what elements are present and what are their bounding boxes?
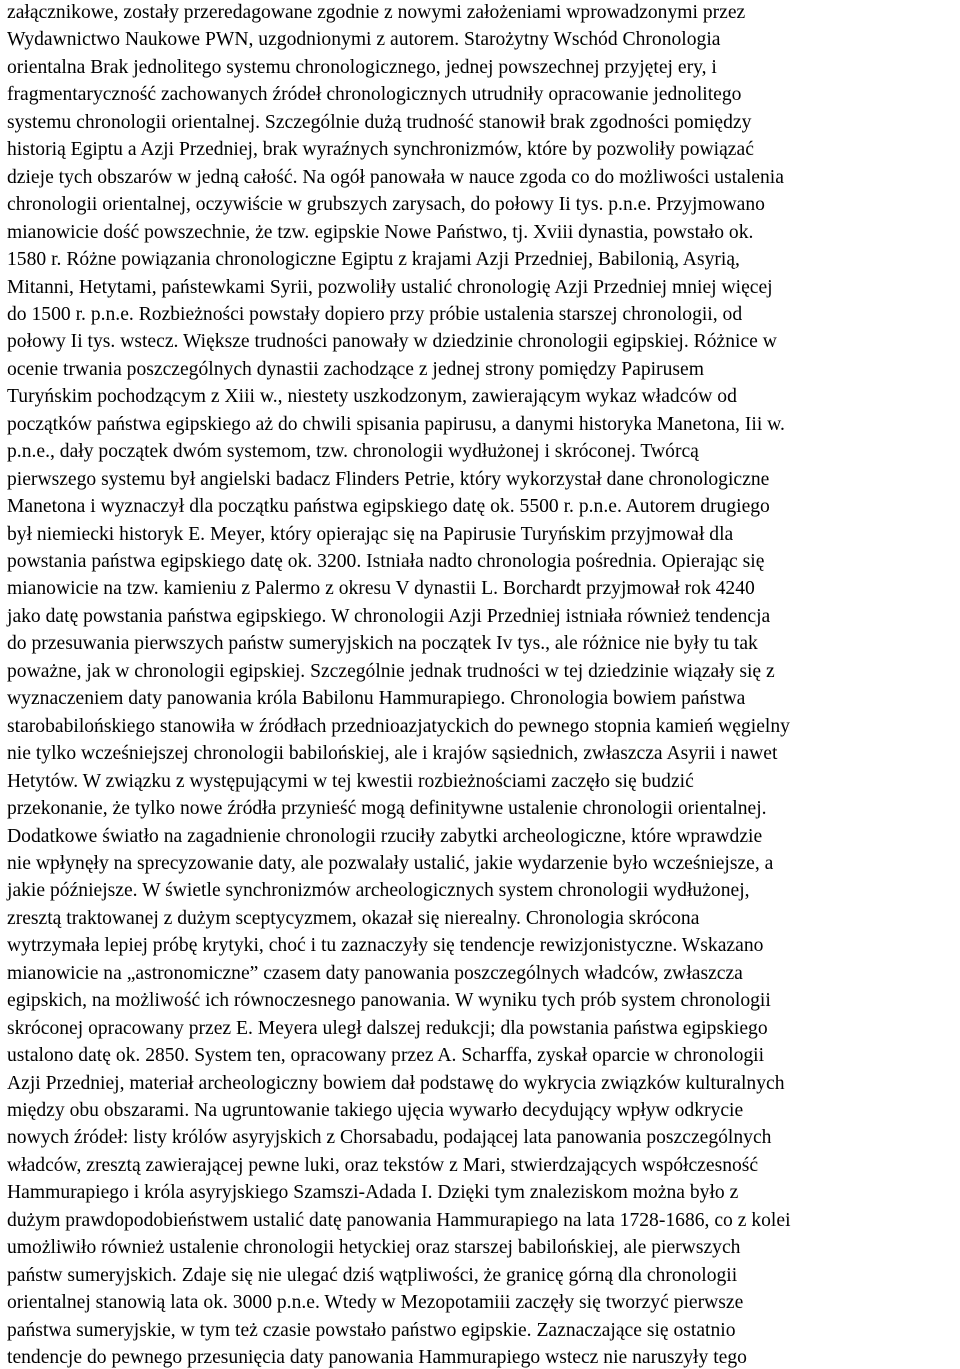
text-line: Manetona i wyznaczył dla początku państwa egipskiego datę ok. 5500 r. p.n.e. Autorem drugiego <box>7 496 770 518</box>
text-line: jakie późniejsze. W świetle synchronizmów archeologicznych system chronologii wydłużonej, <box>7 880 750 902</box>
text-line: połowy Ii tys. wstecz. Większe trudności panowały w dziedzinie chronologii egipskiej. Różnice w <box>7 331 777 353</box>
text-line: załącznikowe, zostały przeredagowane zgodnie z nowymi założeniami wprowadzonymi przez <box>7 2 746 23</box>
text-line: nowych źródeł: listy królów asyryjskich z Chorsabadu, podającej lata panowania poszczególnych <box>7 1127 772 1149</box>
text-line: Mitanni, Hetytami, państewkami Syrii, pozwoliły ustalić chronologię Azji Przedniej mniej więcej <box>7 276 773 298</box>
text-line: przekonanie, że tylko nowe źródła przynieść mogą definitywne ustalenie chronologii orientalnej. <box>7 798 767 820</box>
text-line: zresztą traktowanej z dużym sceptycyzmem, okazał się nierealny. Chronologia skrócona <box>7 907 700 929</box>
text-line: Azji Przedniej, materiał archeologiczny bowiem dał podstawę do wykrycia związków kulturalnych <box>7 1072 785 1094</box>
text-line: umożliwiło również ustalenie chronologii hetyckiej oraz starszej babilońskiej, ale pierwszych <box>7 1237 741 1259</box>
text-line: nie wpłynęły na sprecyzowanie daty, ale pozwalały ustalić, jakie wydarzenie było wcześniejsze, a <box>7 852 774 874</box>
text-line: tendencje do pewnego przesunięcia daty panowania Hammurapiego wstecz nie naruszyły tego <box>7 1347 747 1369</box>
text-line: ustalono datę ok. 2850. System ten, opracowany przez A. Scharffa, zyskał oparcie w chronologii <box>7 1045 765 1067</box>
text-line: jako datę powstania państwa egipskiego. W chronologii Azji Przedniej istniała również tendencja <box>7 605 771 627</box>
text-line: poważne, jak w chronologii egipskiej. Szczególnie jednak trudności w tej dziedzinie wiązały się z <box>7 660 775 682</box>
text-line: państwa sumeryjskie, w tym też czasie powstało państwo egipskie. Zaznaczające się ostatnio <box>7 1319 736 1341</box>
text-line: państw sumeryjskich. Zdaje się nie ulegać dziś wątpliwości, że granicę górną dla chronologii <box>7 1264 738 1286</box>
text-line: p.n.e., dały początek dwóm systemom, tzw. chronologii wydłużonej i skróconej. Twórcą <box>7 441 699 463</box>
text-line: Wydawnictwo Naukowe PWN, uzgodnionymi z autorem. Starożytny Wschód Chronologia <box>7 29 721 51</box>
text-line: orientalna Brak jednolitego systemu chronologicznego, jednej powszechnej przyjętej ery, i <box>7 56 717 78</box>
text-line: Turyńskim pochodzącym z Xiii w., niestety uszkodzonym, zawierającym wykaz władców od <box>7 386 737 408</box>
text-line: skróconej opracowany przez E. Meyera uległ dalszej redukcji; dla powstania państwa egipskiego <box>7 1017 768 1039</box>
text-line: Dodatkowe światło na zagadnienie chronologii rzuciły zabytki archeologiczne, które wprawdzie <box>7 825 763 847</box>
text-line: między obu obszarami. Na ugruntowanie takiego ujęcia wywarło decydujący wpływ odkrycie <box>7 1100 744 1121</box>
text-line: dzieje tych obszarów w jedną całość. Na ogół panowała w nauce zgoda co do możliwości ustalenia <box>7 166 784 188</box>
text-line: był niemiecki historyk E. Meyer, który opierając się na Papirusie Turyńskim przyjmował dla <box>7 523 734 545</box>
text-line: fragmentaryczność zachowanych źródeł chronologicznych utrudniły opracowanie jednolitego <box>7 84 742 106</box>
text-line: wytrzymała lepiej próbę krytyki, choć i tu zaznaczyły się tendencje rewizjonistyczne. Wskazano <box>7 935 764 957</box>
text-line: powstania państwa egipskiego datę ok. 3200. Istniała nadto chronologia pośrednia. Opierając się <box>7 551 765 572</box>
text-line: wyznaczeniem daty panowania króla Babilonu Hammurapiego. Chronologia bowiem państwa <box>7 688 746 710</box>
text-line: nie tylko wcześniejszej chronologii babilońskiej, ale i krajów sąsiednich, zwłaszcza Asyrii i nawet <box>7 743 778 765</box>
text-line: orientalnej stanowią lata ok. 3000 p.n.e. Wtedy w Mezopotamiii zaczęły się tworzyć pierwsze <box>7 1292 744 1314</box>
text-line: do przesuwania pierwszych państw sumeryjskich na początek Iv tys., ale różnice nie były tu tak <box>7 633 758 655</box>
text-line: dużym prawdopodobieństwem ustalić datę panowania Hammurapiego na lata 1728-1686, co z kolei <box>7 1209 791 1231</box>
text-line: pierwszego systemu był angielski badacz Flinders Petrie, który wykorzystał dane chronologiczne <box>7 468 770 490</box>
text-line: Hetytów. W związku z występującymi w tej kwestii rozbieżnościami zaczęło się budzić <box>7 770 694 792</box>
text-line: mianowicie na tzw. kamieniu z Palermo z okresu V dynastii L. Borchardt przyjmował rok 4240 <box>7 578 755 600</box>
text-line: do 1500 r. p.n.e. Rozbieżności powstały dopiero przy próbie ustalenia starszej chronologii, od <box>7 303 743 325</box>
text-line: egipskich, na możliwość ich równoczesnego panowania. W wyniku tych prób system chronologii <box>7 990 771 1012</box>
text-line: początków państwa egipskiego aż do chwili spisania papirusu, a danymi historyka Manetona, Iii w. <box>7 413 785 435</box>
text-line: systemu chronologii orientalnej. Szczególnie dużą trudność stanowił brak zgodności pomiędzy <box>7 111 752 133</box>
text-line: starobabilońskiego stanowiła w źródłach przednioazjatyckich do pewnego stopnia kamień węgielny <box>7 715 790 737</box>
text-line: władców, zresztą zawierającej pewne luki, oraz tekstów z Mari, stwierdzających współczesność <box>7 1154 759 1176</box>
text-line: mianowicie dość powszechnie, że tzw. egipskie Nowe Państwo, tj. Xviii dynastia, powstało ok. <box>7 221 754 243</box>
text-line: 1580 r. Różne powiązania chronologiczne Egiptu z krajami Azji Przedniej, Babilonią, Asyrią, <box>7 249 740 271</box>
text-line: historią Egiptu a Azji Przedniej, brak wyraźnych synchronizmów, które by pozwoliły powiązać <box>7 139 754 161</box>
text-line: ocenie trwania poszczególnych dynastii zachodzące z jednej strony pomiędzy Papirusem <box>7 358 704 380</box>
text-line: mianowicie na „astronomiczne” czasem daty panowania poszczególnych władców, zwłaszcza <box>7 962 743 984</box>
text-line: Hammurapiego i króla asyryjskiego Szamszi-Adada I. Dzięki tym znaleziskom można było z <box>7 1182 739 1204</box>
text-line: chronologii orientalnej, oczywiście w grubszych zarysach, do połowy Ii tys. p.n.e. Przyjmowano <box>7 194 765 216</box>
